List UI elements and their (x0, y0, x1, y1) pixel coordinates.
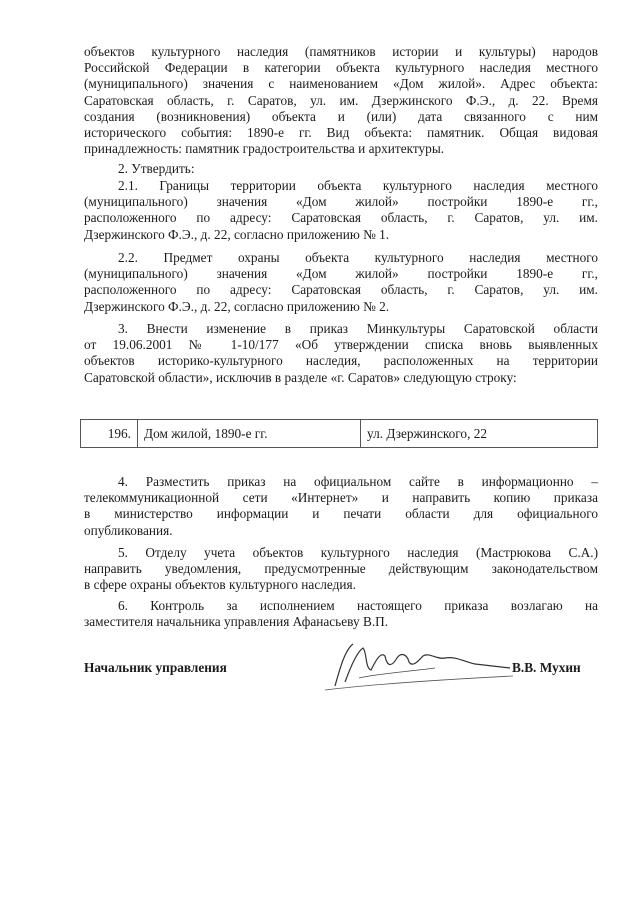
item-5 (84, 545, 598, 594)
paragraph-intro (84, 44, 598, 157)
text-line: Саратовская область, г. Саратов, ул. им. Дзержинского Ф.Э., д. 22. Время (84, 92, 598, 108)
handwritten-signature (315, 638, 515, 693)
text-line: (муниципального) значения с наименованием «Дом жилой». Адрес объекта: (84, 76, 598, 92)
text-line: исторического события: 1890-е гг. Вид объекта: памятник. Общая видовая (84, 125, 598, 141)
text-line: расположенного по адресу: Саратовская область, г. Саратов, ул. им. (84, 282, 598, 298)
text-line: объектов культурного наследия (памятников истории и культуры) народов (84, 44, 598, 59)
item-3 (84, 321, 598, 386)
text-line: телекоммуникационной сети «Интернет» и направить копию приказа (84, 490, 598, 506)
signatory-title: Начальник управления (84, 660, 227, 675)
text-line: создания (возникновения) объекта и (или) дата связанного с ним (84, 108, 598, 124)
table-cell-address: ул. Дзержинского, 22 (361, 420, 598, 448)
table-cell-name: Дом жилой, 1890-е гг. (138, 420, 361, 448)
text-line: 2.2. Предмет охраны объекта культурного наследия местного (118, 250, 598, 265)
text-line: Российской Федерации в категории объекта культурного наследия местного (84, 60, 598, 76)
text-line: заместителя начальника управления Афанасьеву В.П. (84, 614, 389, 630)
excluded-row-table (80, 419, 598, 448)
text-line: принадлежность: памятник градостроительства и архитектуры. (84, 141, 445, 157)
text-line: (муниципального) значения «Дом жилой» постройки 1890-е гг., (84, 266, 598, 282)
text-line: объектов историко-культурного наследия, расположенных на территории (84, 353, 598, 369)
text-line: Дзержинского Ф.Э., д. 22, согласно приложению № 2. (84, 298, 390, 314)
text-line: 6. Контроль за исполнением настоящего приказа возлагаю на (118, 598, 598, 613)
text-line: 2. Утвердить: (118, 161, 195, 176)
text-line: опубликования. (84, 522, 173, 538)
item-2-1 (84, 178, 598, 243)
text-line: (муниципального) значения «Дом жилой» постройки 1890-е гг., (84, 194, 598, 210)
text-line: 2.1. Границы территории объекта культурного наследия местного (118, 178, 598, 193)
text-line: 3. Внести изменение в приказ Минкультуры Саратовской области (118, 321, 598, 336)
text-line: 4. Разместить приказ на официальном сайте в информационно – (118, 474, 598, 489)
item-6 (84, 598, 598, 630)
text-line: Саратовской области», исключив в разделе «г. Саратов» следующую строку: (84, 369, 517, 385)
text-line: расположенного по адресу: Саратовская область, г. Саратов, ул. им. (84, 210, 598, 226)
text-line: в министерство информации и печати области для официального (84, 506, 598, 522)
item-2-2 (84, 250, 598, 315)
signatory-name: В.В. Мухин (512, 660, 581, 675)
text-line: от 19.06.2001 № 1-10/177 «Об утверждении списка вновь выявленных (84, 337, 598, 353)
text-line: 5. Отделу учета объектов культурного наследия (Мастрюкова С.А.) (118, 545, 598, 560)
text-line: Дзержинского Ф.Э., д. 22, согласно приложению № 1. (84, 226, 390, 242)
item-4 (84, 474, 598, 539)
text-line: направить уведомления, предусмотренные действующим законодательством (84, 561, 598, 577)
text-line: в сфере охраны объектов культурного наследия. (84, 577, 356, 593)
table-cell-number: 196. (81, 420, 138, 448)
item-2 (84, 161, 598, 177)
table-row (81, 420, 598, 448)
